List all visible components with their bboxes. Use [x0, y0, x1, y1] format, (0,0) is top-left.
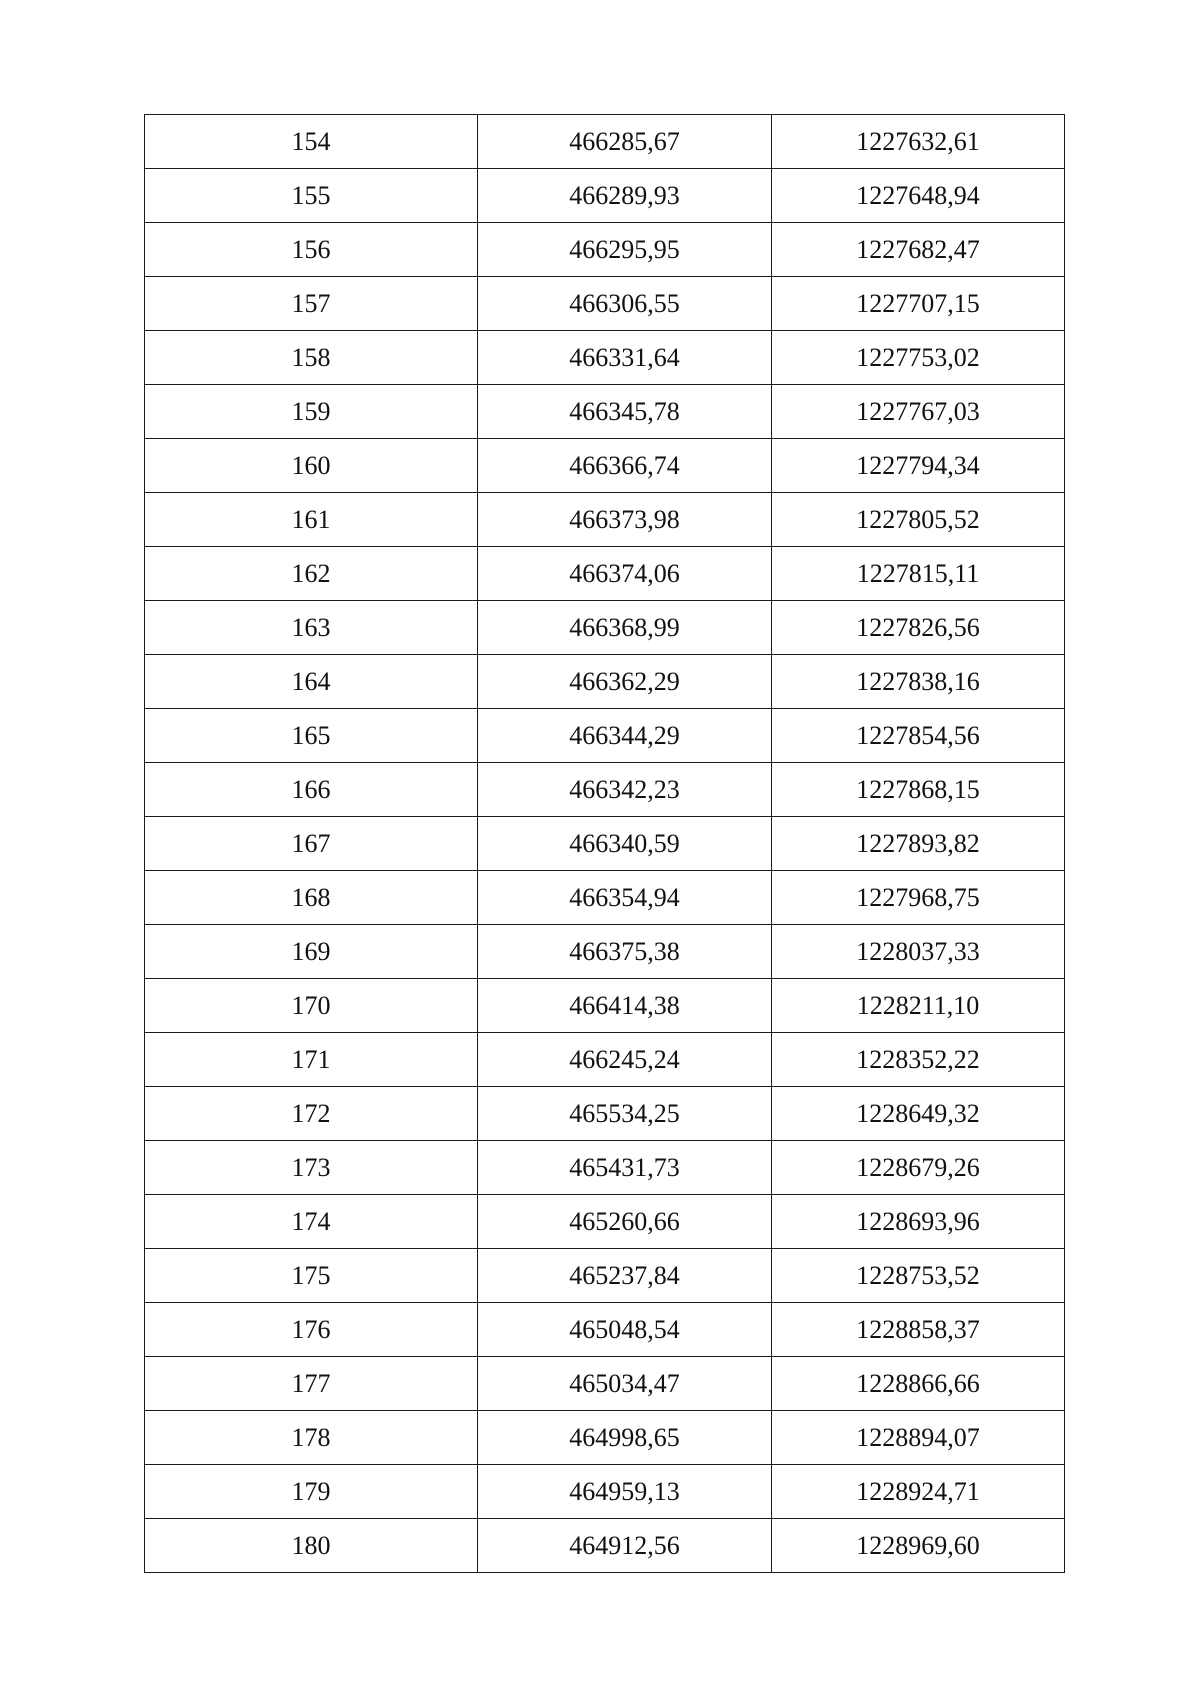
- table-row: [145, 655, 1065, 709]
- x-coordinate-cell: 466340,59: [478, 817, 772, 871]
- point-number-cell: 178: [145, 1411, 478, 1465]
- table-row: [145, 223, 1065, 277]
- point-number-cell: 171: [145, 1033, 478, 1087]
- y-coordinate-cell: 1228679,26: [772, 1141, 1065, 1195]
- table-row: [145, 763, 1065, 817]
- point-number-cell: 173: [145, 1141, 478, 1195]
- point-number-cell: 157: [145, 277, 478, 331]
- y-coordinate-cell: 1227648,94: [772, 169, 1065, 223]
- table-row: [145, 1033, 1065, 1087]
- x-coordinate-cell: 465034,47: [478, 1357, 772, 1411]
- y-coordinate-cell: 1227838,16: [772, 655, 1065, 709]
- y-coordinate-cell: 1228037,33: [772, 925, 1065, 979]
- x-coordinate-cell: 464912,56: [478, 1519, 772, 1573]
- y-coordinate-cell: 1227868,15: [772, 763, 1065, 817]
- table-row: [145, 1195, 1065, 1249]
- table-row: [145, 439, 1065, 493]
- x-coordinate-cell: 464998,65: [478, 1411, 772, 1465]
- point-number-cell: 167: [145, 817, 478, 871]
- table-row: [145, 817, 1065, 871]
- x-coordinate-cell: 466245,24: [478, 1033, 772, 1087]
- y-coordinate-cell: 1227632,61: [772, 115, 1065, 169]
- table-row: [145, 115, 1065, 169]
- point-number-cell: 158: [145, 331, 478, 385]
- y-coordinate-cell: 1228924,71: [772, 1465, 1065, 1519]
- x-coordinate-cell: 466285,67: [478, 115, 772, 169]
- point-number-cell: 179: [145, 1465, 478, 1519]
- point-number-cell: 175: [145, 1249, 478, 1303]
- y-coordinate-cell: 1228352,22: [772, 1033, 1065, 1087]
- point-number-cell: 168: [145, 871, 478, 925]
- y-coordinate-cell: 1228211,10: [772, 979, 1065, 1033]
- table-row: [145, 1519, 1065, 1573]
- table-row: [145, 1249, 1065, 1303]
- table-row: [145, 979, 1065, 1033]
- x-coordinate-cell: 466344,29: [478, 709, 772, 763]
- x-coordinate-cell: 465260,66: [478, 1195, 772, 1249]
- table-row: [145, 1357, 1065, 1411]
- y-coordinate-cell: 1227753,02: [772, 331, 1065, 385]
- y-coordinate-cell: 1228753,52: [772, 1249, 1065, 1303]
- y-coordinate-cell: 1228866,66: [772, 1357, 1065, 1411]
- y-coordinate-cell: 1227767,03: [772, 385, 1065, 439]
- point-number-cell: 159: [145, 385, 478, 439]
- table-row: [145, 277, 1065, 331]
- x-coordinate-cell: 466366,74: [478, 439, 772, 493]
- y-coordinate-cell: 1227815,11: [772, 547, 1065, 601]
- point-number-cell: 172: [145, 1087, 478, 1141]
- x-coordinate-cell: 466375,38: [478, 925, 772, 979]
- x-coordinate-cell: 465048,54: [478, 1303, 772, 1357]
- coordinates-table-body: [145, 115, 1065, 1573]
- x-coordinate-cell: 465237,84: [478, 1249, 772, 1303]
- y-coordinate-cell: 1227893,82: [772, 817, 1065, 871]
- x-coordinate-cell: 466345,78: [478, 385, 772, 439]
- coordinates-table: [144, 114, 1065, 1573]
- table-row: [145, 709, 1065, 763]
- x-coordinate-cell: 466373,98: [478, 493, 772, 547]
- point-number-cell: 161: [145, 493, 478, 547]
- x-coordinate-cell: 466289,93: [478, 169, 772, 223]
- table-row: [145, 1465, 1065, 1519]
- table-row: [145, 601, 1065, 655]
- y-coordinate-cell: 1228858,37: [772, 1303, 1065, 1357]
- x-coordinate-cell: 465431,73: [478, 1141, 772, 1195]
- point-number-cell: 160: [145, 439, 478, 493]
- point-number-cell: 164: [145, 655, 478, 709]
- point-number-cell: 162: [145, 547, 478, 601]
- table-row: [145, 385, 1065, 439]
- point-number-cell: 180: [145, 1519, 478, 1573]
- y-coordinate-cell: 1228894,07: [772, 1411, 1065, 1465]
- x-coordinate-cell: 466331,64: [478, 331, 772, 385]
- y-coordinate-cell: 1227682,47: [772, 223, 1065, 277]
- y-coordinate-cell: 1227854,56: [772, 709, 1065, 763]
- x-coordinate-cell: 466342,23: [478, 763, 772, 817]
- y-coordinate-cell: 1228969,60: [772, 1519, 1065, 1573]
- x-coordinate-cell: 466368,99: [478, 601, 772, 655]
- point-number-cell: 166: [145, 763, 478, 817]
- y-coordinate-cell: 1228693,96: [772, 1195, 1065, 1249]
- table-row: [145, 1303, 1065, 1357]
- table-row: [145, 493, 1065, 547]
- point-number-cell: 165: [145, 709, 478, 763]
- point-number-cell: 156: [145, 223, 478, 277]
- y-coordinate-cell: 1227794,34: [772, 439, 1065, 493]
- x-coordinate-cell: 466354,94: [478, 871, 772, 925]
- table-row: [145, 547, 1065, 601]
- table-row: [145, 1087, 1065, 1141]
- x-coordinate-cell: 466414,38: [478, 979, 772, 1033]
- y-coordinate-cell: 1227826,56: [772, 601, 1065, 655]
- point-number-cell: 174: [145, 1195, 478, 1249]
- table-row: [145, 871, 1065, 925]
- y-coordinate-cell: 1227707,15: [772, 277, 1065, 331]
- point-number-cell: 163: [145, 601, 478, 655]
- y-coordinate-cell: 1227968,75: [772, 871, 1065, 925]
- x-coordinate-cell: 466362,29: [478, 655, 772, 709]
- point-number-cell: 169: [145, 925, 478, 979]
- table-row: [145, 1141, 1065, 1195]
- x-coordinate-cell: 466306,55: [478, 277, 772, 331]
- x-coordinate-cell: 465534,25: [478, 1087, 772, 1141]
- table-row: [145, 1411, 1065, 1465]
- x-coordinate-cell: 466295,95: [478, 223, 772, 277]
- table-row: [145, 331, 1065, 385]
- point-number-cell: 176: [145, 1303, 478, 1357]
- table-row: [145, 169, 1065, 223]
- y-coordinate-cell: 1227805,52: [772, 493, 1065, 547]
- point-number-cell: 177: [145, 1357, 478, 1411]
- point-number-cell: 154: [145, 115, 478, 169]
- x-coordinate-cell: 466374,06: [478, 547, 772, 601]
- x-coordinate-cell: 464959,13: [478, 1465, 772, 1519]
- table-row: [145, 925, 1065, 979]
- point-number-cell: 155: [145, 169, 478, 223]
- y-coordinate-cell: 1228649,32: [772, 1087, 1065, 1141]
- point-number-cell: 170: [145, 979, 478, 1033]
